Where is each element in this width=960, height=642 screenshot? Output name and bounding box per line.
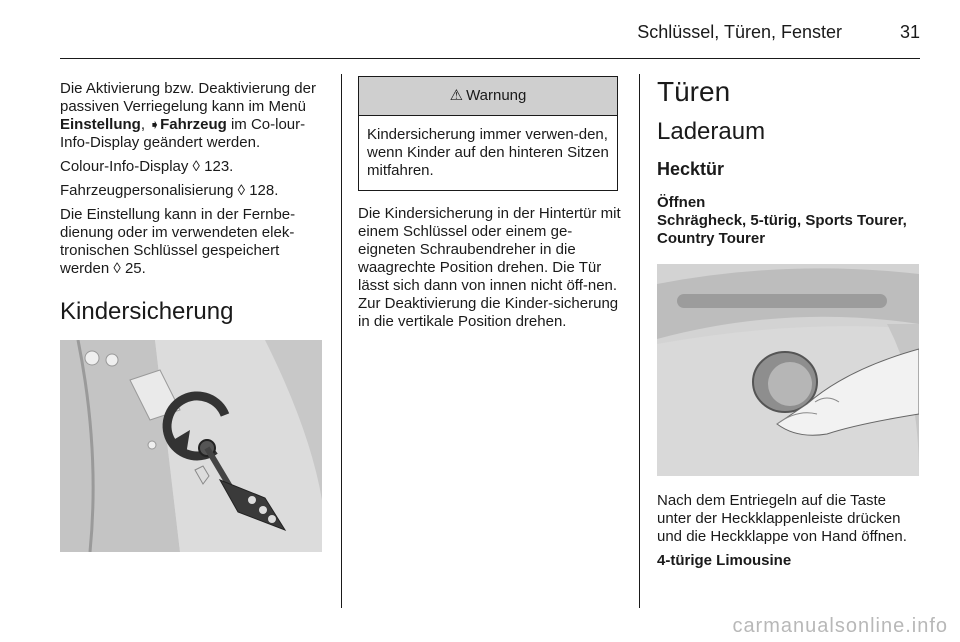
text-span: Die Aktivierung bzw. Deaktivierung der passiven Verriegelung kann im Menü <box>60 80 316 115</box>
page-ref: 25. <box>124 260 146 277</box>
heading-cargo: Laderaum <box>657 118 766 145</box>
page-header <box>0 0 960 60</box>
warning-header <box>359 77 617 116</box>
text-span: Die Einstellung kann in der Fernbe-dienung oder im verwendeten elek-tronischen Schlüssel gespeichert werden <box>60 206 296 277</box>
child-lock-illustration <box>60 340 322 552</box>
column-1 <box>60 80 328 552</box>
heading-body-variants: Schrägheck, 5-türig, Sports Tourer, Country Tourer <box>657 212 907 247</box>
text-span: Fahrzeugpersonalisierung <box>60 182 238 199</box>
column-3 <box>657 76 921 570</box>
warning-box <box>358 76 618 191</box>
header-title: Schlüssel, Türen, Fenster <box>637 22 842 42</box>
paragraph-passive-locking <box>60 80 328 152</box>
warning-title: Warnung <box>466 87 527 104</box>
page-ref-icon: ◊ <box>192 158 200 175</box>
heading-child-lock: Kindersicherung <box>60 298 234 325</box>
child-lock-drawing <box>60 340 322 552</box>
page-ref: 123. <box>204 158 234 175</box>
paragraph-remote-storage <box>60 206 328 278</box>
page-ref-icon: ◊ <box>113 260 121 277</box>
column-divider-1 <box>341 74 342 608</box>
paragraph-personalisation <box>60 182 328 200</box>
tailgate-drawing <box>657 264 919 476</box>
warning-text: Kindersicherung immer verwen-den, wenn Kinder auf den hinteren Sitzen mitfahren. <box>367 126 609 179</box>
page-ref: 128. <box>249 182 279 199</box>
tailgate-instructions: Nach dem Entriegeln auf die Taste unter der Heckklappenleiste drücken und die Heckklappe von Hand öffnen. <box>657 492 907 545</box>
column-2 <box>358 76 624 337</box>
watermark: carmanualsonline.info <box>732 615 948 637</box>
heading-doors: Türen <box>657 76 731 107</box>
text-span: im Co-lour-Info-Display geändert werden. <box>60 116 306 151</box>
heading-4-door-sedan: 4-türige Limousine <box>657 552 792 569</box>
paragraph-colour-info <box>60 158 328 176</box>
page-ref-icon: ◊ <box>237 182 246 199</box>
heading-opening: Öffnen <box>657 194 706 211</box>
warning-icon: ⚠ <box>449 87 464 104</box>
tailgate-illustration <box>657 264 919 476</box>
text-span: Colour-Info-Display <box>60 158 193 175</box>
column-divider-2 <box>639 74 640 608</box>
menu-label-vehicle: Fahrzeug <box>160 116 227 133</box>
page-number: 31 <box>899 22 920 42</box>
child-lock-instructions: Die Kindersicherung in der Hintertür mit einem Schlüssel oder einem ge-eigneten Schraubendreher in die waagrechte Position drehen. Die Tür lässt sich dann von innen nicht öff-nen. Zur Deaktivierung die Kinder-sicherung in die vertikale Position drehen. <box>358 205 621 330</box>
heading-tailgate: Hecktür <box>657 159 725 179</box>
arrow-icon: ➧ <box>149 117 161 132</box>
menu-label-settings: Einstellung <box>60 116 141 133</box>
text-span: , <box>140 116 150 133</box>
header-rule <box>60 58 920 59</box>
